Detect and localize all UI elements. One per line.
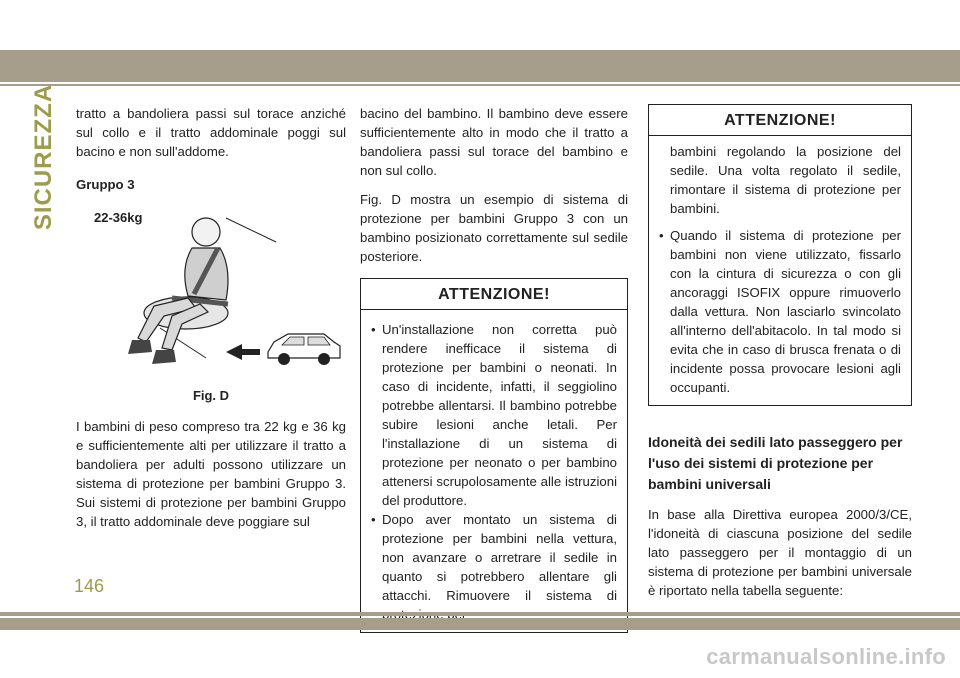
header-rule bbox=[0, 84, 960, 86]
page-number: 146 bbox=[74, 576, 105, 596]
warning-item: • Dopo aver montato un sistema di protezione per bambini nella vettura, non avanzare o arretrare il sedile in quanto si potrebbero allentare gli attacchi. Rimuovere il sistema di bbox=[371, 510, 617, 624]
warning-box-1 bbox=[360, 278, 628, 633]
warning-list bbox=[361, 310, 627, 632]
column-3 bbox=[648, 104, 912, 610]
section-tab bbox=[24, 83, 64, 231]
warning-item: • Un'installazione non corretta può rendere inefficace il sistema di protezione per bambini o neonati. In caso di incidente, infatti, il seggiolino potrebbe allentarsi. Il bambino potrebbe subire lesioni anche letali. Per l'installazione di un sistema di protezione per neonato o per bambino attenersi scrupolosamente alle istruzioni del produttore. bbox=[371, 320, 617, 510]
col1-intro: tratto a bandoliera passi sul torace anziché sul collo e il tratto addominale poggi sul bacino e non sull'addome. bbox=[76, 106, 346, 159]
section-tab-label: SICUREZZA bbox=[30, 83, 57, 231]
warning-box-2 bbox=[648, 104, 912, 406]
warning-title: ATTENZIONE! bbox=[361, 279, 627, 310]
warning-title: ATTENZIONE! bbox=[649, 105, 911, 136]
child-seat-illustration bbox=[76, 208, 346, 384]
column-2 bbox=[360, 104, 628, 633]
col2-p2: Fig. D mostra un esempio di sistema di protezione per bambini Gruppo 3 con un bambino posizionato correttamente sul sedile posteriore. bbox=[360, 192, 628, 264]
figure-d bbox=[76, 208, 346, 384]
footer-band bbox=[0, 618, 960, 630]
warning-list bbox=[649, 226, 911, 405]
section-subheading: Idoneità dei sedili lato passeggero per l'uso dei sistemi di protezione per bambini universali bbox=[648, 434, 903, 492]
col1-body: I bambini di peso compreso tra 22 kg e 36 kg e sufficientemente alti per utilizzare il tratto a bandoliera per adulti possono utilizzare un sistema di protezione per bambini Gruppo 3. Sui sistemi di protezione per bambini Gruppo 3, il tratto addominale deve poggiare sul bbox=[76, 419, 346, 529]
group3-heading: Gruppo 3 bbox=[76, 177, 135, 192]
header-band bbox=[0, 50, 960, 82]
footer-rule bbox=[0, 612, 960, 616]
col3-body: In base alla Direttiva europea 2000/3/CE, l'idoneità di ciascuna posizione del sedile lato passeggero per il montaggio di un sistema di protezione per bambini universale è riportato nella tabella seguente: bbox=[648, 507, 912, 598]
weight-label: 22-36kg bbox=[94, 210, 143, 225]
watermark: carmanualsonline.info bbox=[706, 644, 946, 669]
warning-continuation: bambini regolando la posizione del sedile. Una volta regolato il sedile, rimontare il sistema di protezione per bambini. bbox=[670, 144, 901, 216]
col2-p1: bacino del bambino. Il bambino deve essere sufficientemente alto in modo che il tratto a bandoliera passi sul torace del bambino e non sul collo. bbox=[360, 106, 628, 178]
figure-caption: Fig. D bbox=[192, 388, 230, 403]
column-1 bbox=[76, 104, 346, 541]
warning-item: • Quando il sistema di protezione per bambini non viene utilizzato, fissarlo con la cintura di sicurezza o con gli ancoraggi ISOFIX oppure rimuoverlo dalla vettura. Non lasciarlo svincolato all'interno dell'abitacolo. In tal modo si evita che in caso di brusca frenata o di incidente possa provocare lesioni agli occupanti. bbox=[659, 226, 901, 397]
